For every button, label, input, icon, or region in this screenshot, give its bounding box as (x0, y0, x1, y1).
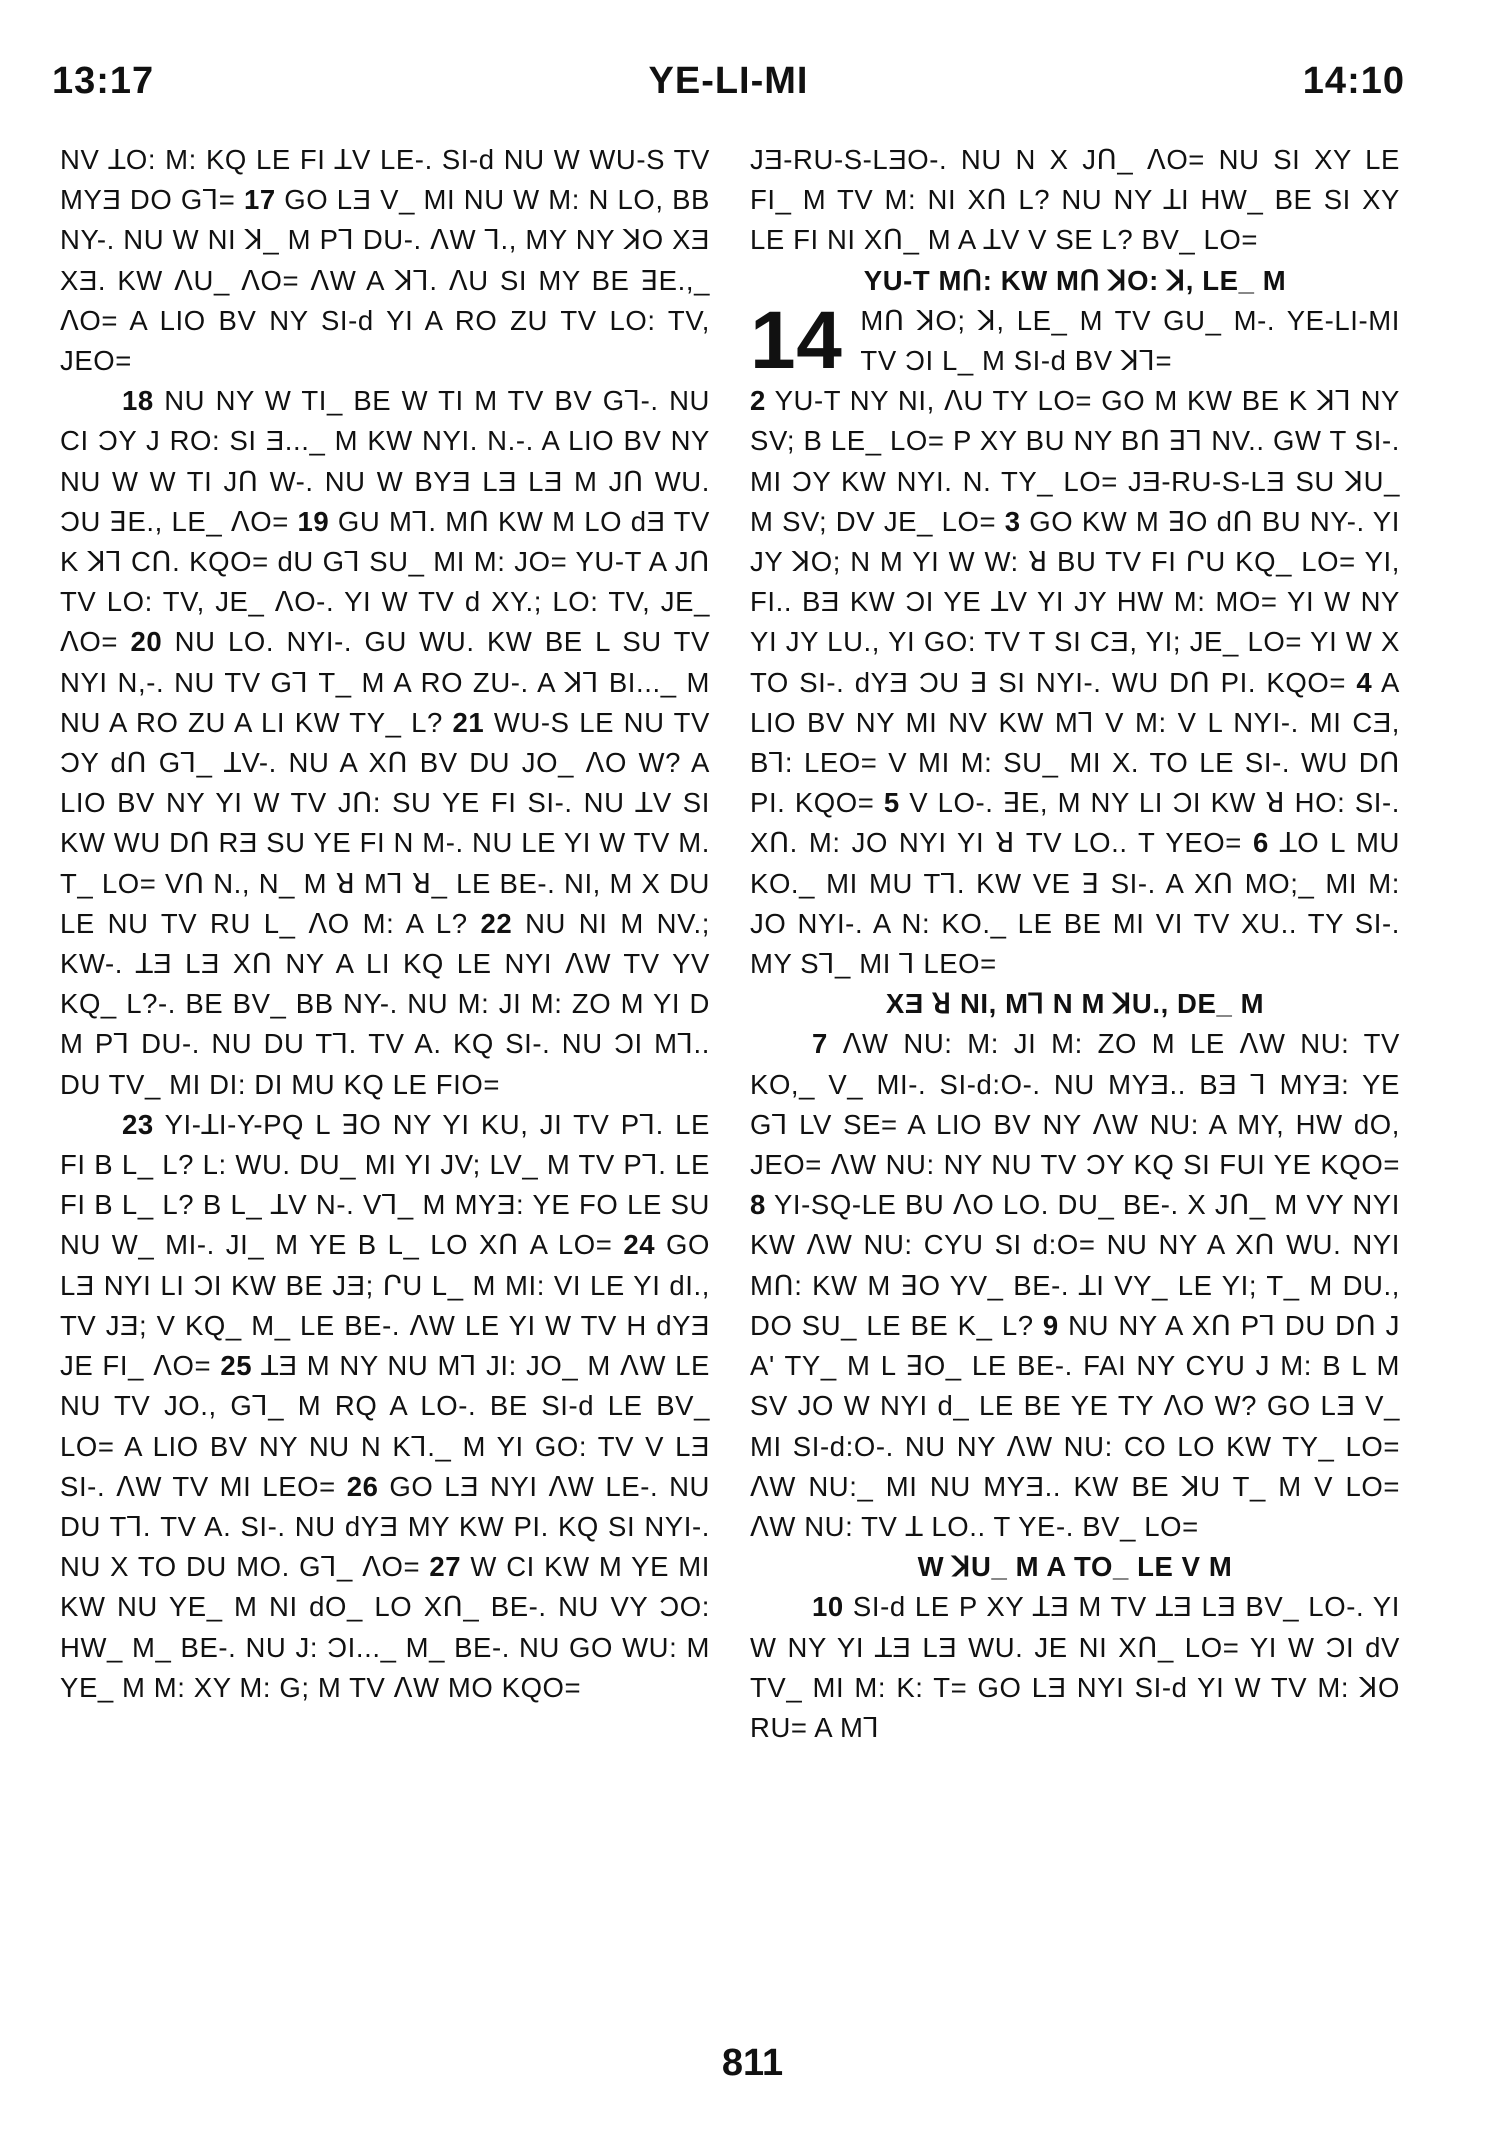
verse-number: 22 (480, 907, 513, 939)
section-heading: YU-T MՈ: KW MՈ ꓘO: ꓘ, LE_ M (863, 264, 1287, 296)
paragraph (750, 1024, 1400, 1547)
header-right-reference: 14:10 (1302, 60, 1405, 102)
verse-text: NU NY A XՈ Pꓶ DU DՈ J A' TY_ M L ꓱO_ LE BE-. FAI NY CYU J M: B L M SV JO W NYI d_ LE BE YE TY ꓥO W? GO LƎ V_ MI SI-d:O-. NU NY ꓥW NU: CO LO KW TY_ LO= ꓥW NU:_ MI NU MYƎ.. KW BE ꓘU T_ M V LO= ꓥW NU: TV ꓕ LO.. T YE-. BV_ LO= (750, 1309, 1400, 1542)
verse-text: GO LƎ NYI LI ƆI KW BE JƎ; ՐU L_ M MI: VI LE YI dI., TV JƎ; V KQ_ M_ LE BE-. ꓥW LE YI W TV H dYƎ JE FI_ ꓥO= (60, 1229, 710, 1382)
verse-number: 19 (297, 505, 330, 537)
verse-text: GU Mꓶ. MՈ KW M LO dƎ TV K ꓘꓶ CՈ. KQO= dU Gꓶ SU_ MI M: JO= YU-T A JՈ TV LO: TV, JE_ ꓥO-. YI W TV d XY.; LO: TV, JE_ ꓥO= (60, 505, 710, 658)
verse-number: 26 (346, 1470, 379, 1502)
verse-number: 9 (1042, 1309, 1059, 1341)
verse-text: ꓕO L MU KO._ MI MU Tꓶ. KW VE ꓱ SI-. A XՈ MO;_ MI M: JO NYI-. A N: KO._ LE BE MI VI TV XU.. TY SI-. MY Sꓶ_ MI ꓶ LEO= (750, 827, 1400, 980)
verse-text: W CI KW M YE MI KW NU YE_ M NI dO_ LO XՈ_ BE-. NU VY ƆO: HW_ M_ BE-. NU J: ƆI..._ M_ BE-. NU GO WU: M YE_ M M: XY M: G; M TV ꓥW MO KQO= (60, 1551, 710, 1703)
section-heading: W ꓘU_ M A TO_ LE V M (917, 1551, 1233, 1583)
section-heading: XƎ ꓤ NI, Mꓶ N M ꓘU., DE_ M (885, 988, 1265, 1020)
paragraph (60, 140, 710, 381)
verse-text: NU NY W TI_ BE W TI M TV BV Gꓶ-. NU CI ƆY J RO: SI Ǝ..._ M KW NYI. N.-. A LIO BV NY NU W W TI JՈ W-. NU W BYƎ LƎ LƎ M JՈ WU. ƆU ꓱE., LE_ ꓥO= (60, 385, 710, 537)
right-text-column (750, 140, 1400, 1748)
verse-number: 5 (883, 787, 900, 819)
running-title: YE-LI-MI (648, 60, 809, 102)
paragraph (60, 381, 710, 1105)
verse-text: NU NI M NV.; KW-. ꓕƎ LƎ XՈ NY A LI KQ LE NYI ꓥW TV YV KQ_ L?-. BE BV_ BB NY-. NU M: JI M: ZO M YI D M Pꓶ DU-. NU DU Tꓶ. TV A. KQ SI-. NU ƆI Mꓶ.. DU TV_ MI DI: DI MU KQ LE FIO= (60, 907, 710, 1100)
verse-text: GO KW M ꓱO dՈ BU NY-. YI JY ꓘO; N M YI W W: ꓤ BU TV FI ՐU KQ_ LO= YI, FI.. BƎ KW ƆI YE ꓕV YI JY HW M: MO= YI W NY YI JY LU., YI GO: TV T SI CƎ, YI; JE_ LO= YI W X TO SI-. dYƎ ƆU ꓱ SI NYI-. WU DՈ PI. KQO= (750, 505, 1400, 698)
chapter-start (750, 294, 1400, 386)
header-left-reference: 13:17 (52, 60, 155, 102)
verse-number: 21 (452, 706, 485, 738)
verse-number: 7 (812, 1028, 828, 1060)
paragraph (750, 381, 1400, 984)
verse-text: YI-SQ-LE BU ꓥO LO. DU_ BE-. X JՈ_ M VY NYI KW ꓥW NU: CYU SI d:O= NU NY A XՈ WU. NYI MՈ: KW M ꓱO YV_ BE-. ꓕI VY_ LE YI; T_ M DU., DO SU_ LE BE K_ L? (750, 1189, 1400, 1341)
verse-number: 23 (122, 1108, 154, 1140)
verse-number: 27 (429, 1551, 462, 1583)
chapter-number: 14 (750, 294, 843, 386)
paragraph (750, 140, 1400, 261)
verse-text: YU-T NY NI, ꓥU TY LO= GO M KW BE K ꓘꓶ NY SV; B LE_ LO= P XY BU NY BՈ ꓱꓶ NV.. GW T SI-. MI ƆY KW NYI. N. TY_ LO= JƎ-RU-S-LƎ SU ꓘU_ M SV; DV JE_ LO= (750, 385, 1400, 537)
verse-number: 25 (220, 1350, 253, 1382)
verse-number: 8 (750, 1189, 766, 1221)
verse-text: ꓕƎ M NY NU Mꓶ JI: JO_ M ꓥW LE NU TV JO., Gꓶ_ M RQ A LO-. BE SI-d LE BV_ LO= A LIO BV NY NU N Kꓶ._ M YI GO: TV V LƎ SI-. ꓥW TV MI LEO= (60, 1350, 710, 1502)
verse-text: NU LO. NYI-. GU WU. KW BE L SU TV NYI N,-. NU TV Gꓶ T_ M A RO ZU-. A ꓘꓶ BI..._ M NU A RO ZU A LI KW TY_ L? (60, 626, 710, 738)
verse-text: SI-d LE P XY ꓕƎ M TV ꓕƎ LƎ BV_ LO-. YI W NY YI ꓕƎ LƎ WU. JE NI XՈ_ LO= YI W ƆI dV TV_ MI M: K: T= GO LƎ NYI SI-d YI W TV M: ꓘO RU= A Mꓶ (750, 1591, 1400, 1743)
verse-number: 10 (812, 1591, 844, 1623)
verse-number: 24 (623, 1229, 656, 1261)
verse-text: WU-S LE NU TV ƆY dՈ Gꓶ_ ꓕV-. NU A XՈ BV DU JO_ ꓥO W? A LIO BV NY YI W TV JՈ: SU YE FI SI-. NU ꓕV SI KW WU DՈ RƎ SU YE FI N M-. NU LE YI W TV M. T_ LO= VՈ N., N_ M ꓤ Mꓶ ꓤ_ LE BE-. NI, M X DU LE NU TV RU L_ ꓥO M: A L? (60, 706, 710, 939)
paragraph (750, 1587, 1400, 1748)
page-header (52, 60, 1405, 120)
verse-number: 18 (122, 385, 154, 417)
left-text-column (60, 140, 710, 1708)
verse-text: NV ꓕO: M: KQ LE FI ꓕV LE-. SI-d NU W WU-S TV MYƎ DO Gꓶ= (60, 144, 710, 216)
verse-number: 3 (1004, 505, 1021, 537)
verse-number: 20 (130, 626, 163, 658)
verse-text: MՈ ꓘO; ꓘ, LE_ M TV GU_ M-. YE-LI-MI TV ƆI L_ M SI-d BV ꓘꓶ= (860, 304, 1400, 377)
verse-text: JƎ-RU-S-LƎO-. NU N X JՈ_ ꓥO= NU SI XY LE FI_ M TV M: NI XՈ L? NU NY ꓕI HW_ BE SI XY LE FI NI XՈ_ M A ꓕV V SE L? BV_ LO= (750, 144, 1400, 256)
verse-number: 2 (750, 385, 766, 417)
verse-number: 6 (1252, 827, 1269, 859)
verse-text: GO LƎ NYI ꓥW LE-. NU DU Tꓶ. TV A. SI-. NU dYƎ MY KW PI. KQ SI NYI-. NU X TO DU MO. Gꓶ_ ꓥO= (60, 1470, 711, 1583)
paragraph (60, 1105, 710, 1708)
verse-number: 4 (1356, 666, 1373, 698)
verse-text: YI-ꓕI-Y-PQ L ꓱO NY YI KU, JI TV Pꓶ. LE FI B L_ L? L: WU. DU_ MI YI JV; LV_ M TV Pꓶ. LE FI B L_ L? B L_ ꓕV N-. Vꓶ_ M MYƎ: YE FO LE SU NU W_ MI-. JI_ M YE B L_ LO XՈ A LO= (60, 1108, 710, 1261)
verse-number: 17 (243, 184, 276, 216)
verse-text: A LIO BV NY MI NV KW Mꓶ V M: V L NYI-. MI CƎ, Bꓶ: LEO= V MI M: SU_ MI X. TO LE SI-. WU DՈ PI. KQO= (750, 666, 1400, 819)
verse-text: ꓥW NU: M: JI M: ZO M LE ꓥW NU: TV KO,_ V_ MI-. SI-d:O-. NU MYƎ.. BƎ ꓶ MYƎ: YE Gꓶ LV SE= A LIO BV NY ꓥW NU: A MY, HW dO, JEO= ꓥW NU: NY NU TV ƆY KQ SI FUI YE KQO= (750, 1028, 1400, 1181)
verse-text: GO LƎ V_ MI NU W M: N LO, BB NY-. NU W NI ꓘ_ M Pꓶ DU-. ꓥW ꓶ., MY NY ꓘO XƎ XƎ. KW ꓥU_ ꓥO= ꓥW A ꓘꓶ. ꓥU SI MY BE ꓱE.,_ ꓥO= A LIO BV NY SI-d YI A RO ZU TV LO: TV, JEO= (60, 184, 711, 377)
verse-text: V LO-. ꓱE, M NY LI ƆI KW ꓤ HO: SI-. XՈ. M: JO NYI YI ꓤ TV LO.. T YEO= (750, 787, 1400, 859)
page-number: 811 (721, 2042, 784, 2084)
